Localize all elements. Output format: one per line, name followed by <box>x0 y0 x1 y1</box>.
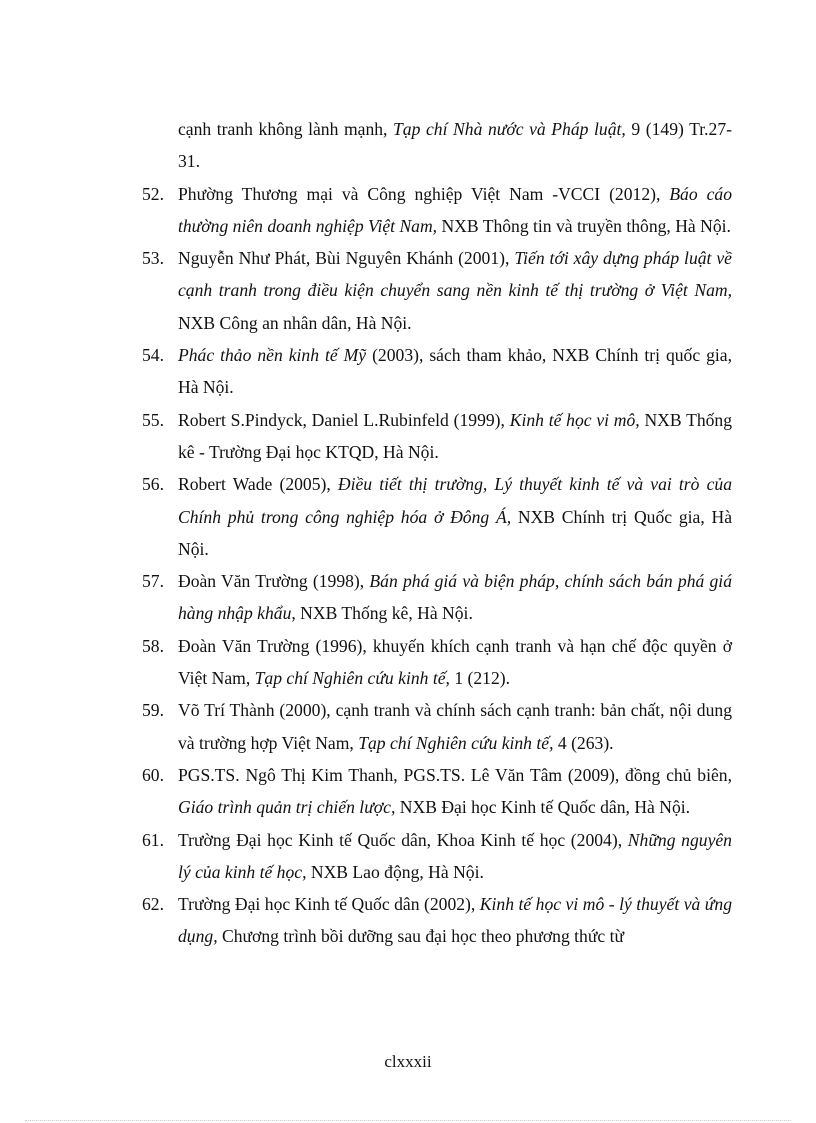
reference-title: Tiến tới xây dựng pháp luật về cạnh tranh trong điều kiện chuyển sang nền kinh tế thị trường ở Việt Nam, <box>178 248 732 301</box>
reference-title: Tạp chí Nhà nước và Pháp luật, <box>393 119 626 139</box>
reference-segment: Đoàn Văn Trường (1998), <box>178 571 370 592</box>
reference-segment: NXB Thông tin và truyền thông, Hà Nội. <box>437 215 731 236</box>
reference-segment: Robert Wade (2005), <box>178 474 338 495</box>
reference-item <box>142 694 732 759</box>
reference-text <box>178 700 732 752</box>
reference-title: Báo cáo thường niên doanh nghiệp Việt Nam, <box>178 183 732 236</box>
reference-segment: Phường Thương mại và Công nghiệp Việt Nam -VCCI (2012), <box>178 183 670 204</box>
reference-title: Kinh tế học vi mô - lý thuyết và ứng dụng, <box>178 894 732 947</box>
reference-item <box>142 630 732 695</box>
reference-text <box>178 184 732 236</box>
reference-number: 53. <box>142 248 164 269</box>
reference-text <box>178 894 732 946</box>
reference-title: Những nguyên lý của kinh tế học, <box>178 829 732 882</box>
reference-item <box>142 468 732 565</box>
reference-number: 61. <box>142 829 164 850</box>
reference-segment: Đoàn Văn Trường (1996), khuyến khích cạnh tranh và hạn chế độc quyền ở Việt Nam, <box>178 635 732 689</box>
page-bottom-border <box>25 1120 791 1121</box>
page-number: clxxxii <box>384 1052 432 1071</box>
reference-segment: Trường Đại học Kinh tế Quốc dân, Khoa Kinh tế học (2004), <box>178 829 628 850</box>
reference-item <box>142 242 732 339</box>
reference-number: 58. <box>142 635 164 656</box>
reference-item <box>142 178 732 243</box>
reference-item <box>142 404 732 469</box>
reference-number: 52. <box>142 183 164 204</box>
reference-title: Bán phá giá và biện pháp, chính sách bán phá giá hàng nhập khẩu, <box>178 571 732 624</box>
reference-segment: NXB Đại học Kinh tế Quốc dân, Hà Nội. <box>395 797 691 818</box>
reference-text <box>178 636 732 688</box>
reference-segment: Võ Trí Thành (2000), cạnh tranh và chính sách cạnh tranh: bản chất, nội dung và trường hợp Việt Nam, <box>178 700 732 753</box>
reference-segment: NXB Thống kê, Hà Nội. <box>295 603 473 624</box>
reference-segment: Chương trình bồi dưỡng sau đại học theo phương thức từ <box>217 926 625 947</box>
reference-segment: 4 (263). <box>553 732 614 753</box>
reference-number: 59. <box>142 700 164 721</box>
reference-text <box>178 119 732 171</box>
reference-title: Giáo trình quản trị chiến lược, <box>178 797 396 818</box>
reference-text <box>178 571 732 623</box>
reference-text <box>178 765 732 817</box>
reference-text <box>178 410 732 462</box>
reference-title: Tạp chí Nghiên cứu kinh tế, <box>254 668 450 689</box>
reference-continuation <box>142 113 732 178</box>
reference-number: 62. <box>142 894 164 915</box>
reference-item <box>142 759 732 824</box>
reference-title: Phác thảo nền kinh tế Mỹ <box>178 345 367 366</box>
reference-segment: Nguyễn Như Phát, Bùi Nguyên Khánh (2001), <box>178 248 515 269</box>
reference-item <box>142 888 732 953</box>
reference-text <box>178 345 732 397</box>
reference-segment: (2003), sách tham khảo, NXB Chính trị quốc gia, Hà Nội. <box>178 345 732 398</box>
reference-text <box>178 248 732 333</box>
reference-number: 54. <box>142 345 164 366</box>
reference-segment: 9 (149) Tr.27-31. <box>178 119 732 172</box>
reference-number: 55. <box>142 409 164 430</box>
reference-segment: 1 (212). <box>449 668 511 689</box>
reference-segment: NXB Chính trị Quốc gia, Hà Nội. <box>178 506 733 559</box>
reference-segment: NXB Lao động, Hà Nội. <box>306 861 484 882</box>
reference-segment: Trường Đại học Kinh tế Quốc dân (2002), <box>178 894 480 915</box>
reference-item <box>142 339 732 404</box>
reference-segment: NXB Thống kê - Trường Đại học KTQD, Hà Nội. <box>178 409 733 462</box>
reference-number: 60. <box>142 764 164 785</box>
reference-segment: PGS.TS. Ngô Thị Kim Thanh, PGS.TS. Lê Văn Tâm (2009), đồng chủ biên, <box>178 764 732 785</box>
reference-title: Tạp chí Nghiên cứu kinh tế, <box>358 732 554 753</box>
reference-segment: NXB Công an nhân dân, Hà Nội. <box>178 312 412 333</box>
reference-number: 56. <box>142 474 164 495</box>
reference-item <box>142 824 732 889</box>
reference-text <box>178 830 732 882</box>
reference-item <box>142 565 732 630</box>
reference-number: 57. <box>142 571 164 592</box>
reference-title: Điều tiết thị trường, Lý thuyết kinh tế và vai trò của Chính phủ trong công nghiệp hóa ở Đông Á, <box>178 474 732 527</box>
reference-segment: cạnh tranh không lành mạnh, <box>178 119 394 139</box>
reference-segment: Robert S.Pindyck, Daniel L.Rubinfeld (1999), <box>178 409 510 430</box>
reference-list <box>142 113 732 953</box>
reference-title: Kinh tế học vi mô, <box>509 409 640 430</box>
reference-text <box>178 474 732 559</box>
